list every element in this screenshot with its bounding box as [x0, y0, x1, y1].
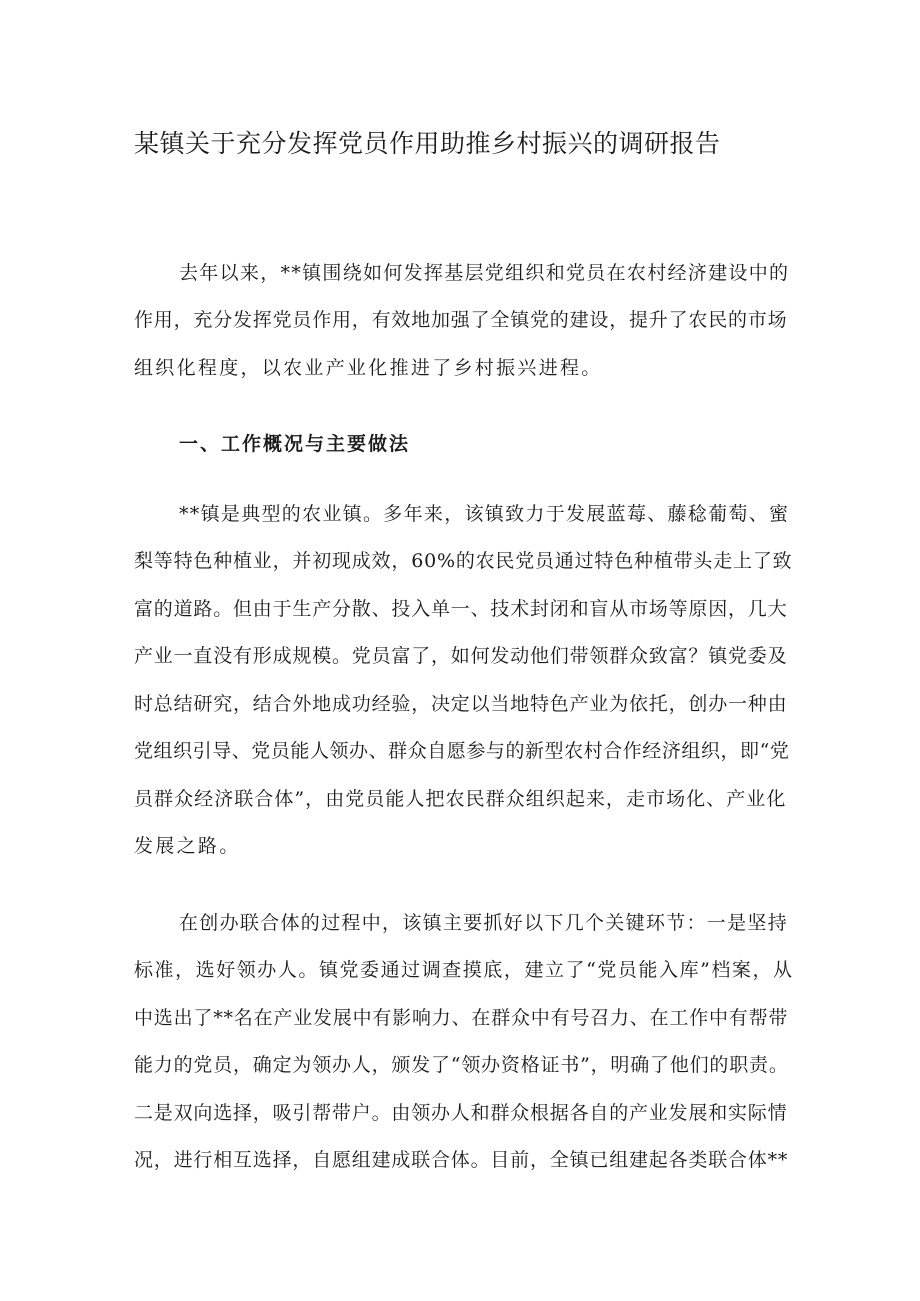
- document-title: 某镇关于充分发挥党员作用助推乡村振兴的调研报告: [134, 129, 721, 158]
- paragraph-3-line-6: 况，进行相互选择，自愿组建成联合体。目前，全镇已组建起各类联合体**: [134, 1149, 789, 1171]
- paragraph-2-line-2: 梨等特色种植业，并初现成效，60%的农民党员通过特色种植带头走上了致: [134, 550, 793, 572]
- paragraph-1-line-1: 去年以来，**镇围绕如何发挥基层党组织和党员在农村经济建设中的: [179, 262, 790, 284]
- paragraph-2-line-3: 富的道路。但由于生产分散、投入单一、技术封闭和盲从市场等原因，几大: [134, 598, 788, 620]
- paragraph-3-line-5: 二是双向选择，吸引帮带户。由领办人和群众根据各自的产业发展和实际情: [134, 1102, 788, 1124]
- paragraph-3-line-2: 标准，选好领办人。镇党委通过调查摸底，建立了“党员能入库”档案，从: [134, 959, 794, 981]
- paragraph-2-line-5: 时总结研究，结合外地成功经验，决定以当地特色产业为依托，创办一种由: [134, 693, 788, 715]
- paragraph-1-line-3: 组织化程度，以农业产业化推进了乡村振兴进程。: [134, 357, 603, 379]
- paragraph-2-line-7: 员群众经济联合体”，由党员能人把农民群众组织起来，走市场化、产业化: [134, 788, 787, 810]
- paragraph-3-line-1: 在创办联合体的过程中，该镇主要抓好以下几个关键环节：一是坚持: [179, 912, 789, 934]
- paragraph-3-line-3: 中选出了**名在产业发展中有影响力、在群众中有号召力、在工作中有帮带: [134, 1007, 789, 1029]
- paragraph-2-line-4: 产业一直没有形成规模。党员富了，如何发动他们带领群众致富？镇党委及: [134, 645, 788, 667]
- paragraph-2-line-6: 党组织引导、党员能人领办、群众自愿参与的新型农村合作经济组织，即“党: [134, 740, 790, 762]
- paragraph-2-line-1: **镇是典型的农业镇。多年来，该镇致力于发展蓝莓、藤稔葡萄、蜜: [179, 503, 790, 525]
- section-heading-1: 一、工作概况与主要做法: [179, 433, 411, 455]
- paragraph-3-line-4: 能力的党员，确定为领办人，颁发了“领办资格证书”，明确了他们的职责。: [134, 1054, 789, 1076]
- paragraph-2-line-8: 发展之路。: [134, 835, 241, 857]
- paragraph-1-line-2: 作用，充分发挥党员作用，有效地加强了全镇党的建设，提升了农民的市场: [134, 309, 788, 331]
